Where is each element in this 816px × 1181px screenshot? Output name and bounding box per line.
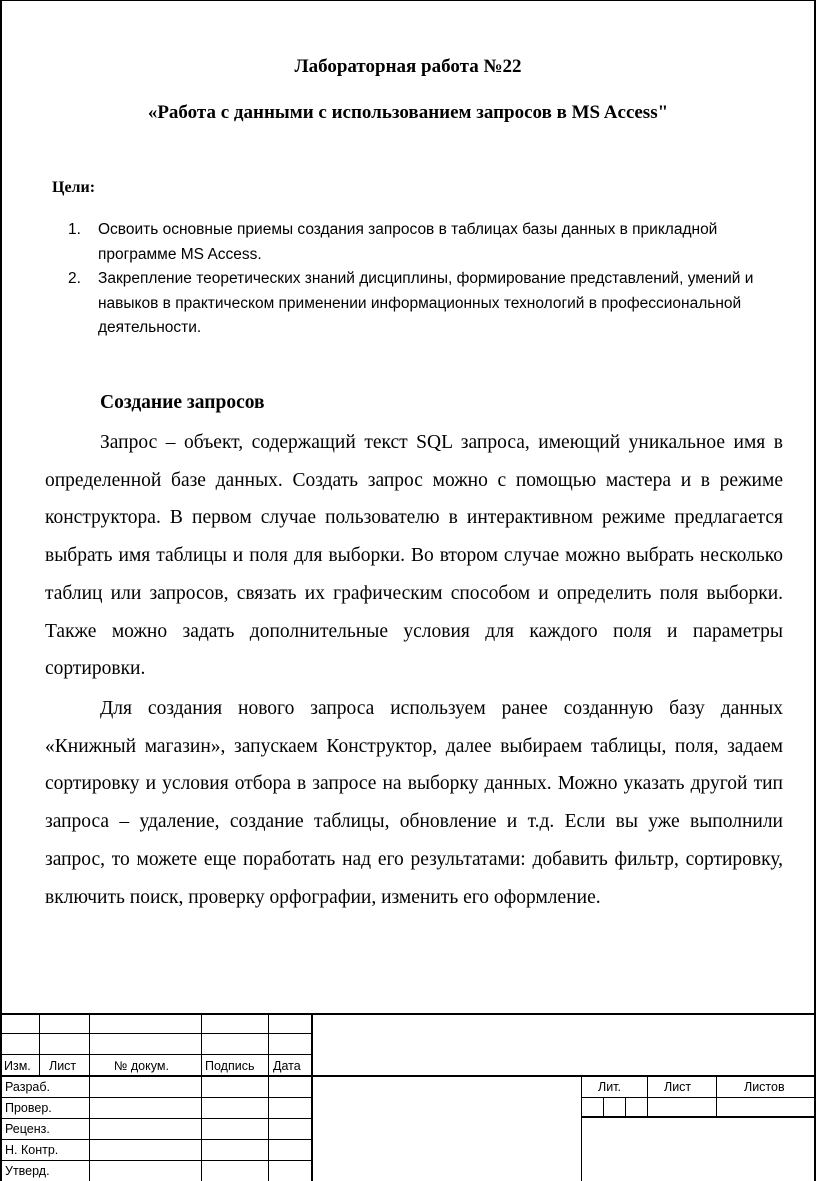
stamp-row-label: Утверд. bbox=[5, 1164, 50, 1178]
stamp-header-izm: Изм. bbox=[4, 1059, 31, 1073]
stamp-col-line bbox=[603, 1097, 604, 1117]
document-title: Лабораторная работа №22 bbox=[294, 56, 522, 77]
stamp-row-line bbox=[0, 1139, 312, 1140]
title-block bbox=[0, 1013, 816, 1181]
stamp-header-data: Дата bbox=[273, 1059, 301, 1073]
page-frame-left bbox=[0, 0, 2, 1181]
goals-list bbox=[68, 218, 768, 341]
stamp-row-line bbox=[0, 1075, 816, 1077]
page-frame-top bbox=[0, 0, 816, 1]
goal-number: 2. bbox=[68, 270, 81, 287]
stamp-row-line bbox=[0, 1160, 312, 1161]
stamp-col-line bbox=[581, 1076, 582, 1181]
section-title: Создание запросов bbox=[100, 392, 265, 413]
goal-item bbox=[68, 267, 768, 341]
stamp-row-label: Реценз. bbox=[5, 1122, 50, 1136]
stamp-row-line bbox=[0, 1054, 312, 1055]
stamp-header-dokum: № докум. bbox=[114, 1059, 169, 1073]
goal-item bbox=[68, 218, 768, 267]
stamp-lit-label: Лит. bbox=[598, 1080, 621, 1094]
stamp-row-line bbox=[0, 1097, 312, 1098]
body-paragraph: Запрос – объект, содержащий текст SQL запроса, имеющий уникальное имя в определенной базе данных. Создать запрос можно с помощью мастера и в режиме конструктора. В первом случае пользователю в интерактивном режиме предлагается выбрать имя таблицы и поля для выборки. Во втором случае можно выбрать несколько таблиц или запросов, связать их графическим способом и определить поля выборки. Также можно задать дополнительные условия для каждого поля и параметры сортировки. bbox=[45, 432, 783, 680]
stamp-header-list: Лист bbox=[49, 1059, 77, 1073]
stamp-row-label: Провер. bbox=[5, 1101, 52, 1115]
stamp-col-line bbox=[625, 1097, 626, 1117]
stamp-row-label: Разраб. bbox=[5, 1080, 51, 1094]
stamp-sheets-label: Листов bbox=[744, 1080, 785, 1094]
stamp-row-line bbox=[0, 1118, 312, 1119]
stamp-sheet-label: Лист bbox=[664, 1080, 692, 1094]
stamp-col-line bbox=[716, 1076, 717, 1118]
goal-text: Освоить основные приемы создания запросов в таблицах базы данных в прикладной программе MS Access. bbox=[98, 221, 718, 263]
stamp-row-line bbox=[0, 1033, 312, 1034]
stamp-col-line bbox=[647, 1076, 648, 1118]
document-subtitle: «Работа с данными с использованием запросов в MS Access" bbox=[147, 102, 669, 123]
stamp-row-line bbox=[581, 1097, 816, 1098]
stamp-row-line bbox=[581, 1116, 816, 1118]
goals-label: Цели: bbox=[52, 179, 96, 196]
goal-text: Закрепление теоретических знаний дисциплины, формирование представлений, умений и навыков в практическом применении информационных технологий в профессиональной деятельности. bbox=[98, 270, 754, 336]
body-paragraph: Для создания нового запроса используем ранее созданную базу данных «Книжный магазин», запускаем Конструктор, далее выбираем таблицы, поля, задаем сортировку и условия отбора в запросе на выборку данных. Можно указать другой тип запроса – удаление, создание таблицы, обновление и т.д. Если вы уже выполнили запрос, то можете еще поработать над его результатами: добавить фильтр, сортировку, включить поиск, проверку орфографии, изменить его оформление. bbox=[45, 698, 783, 908]
stamp-top-border bbox=[0, 1013, 816, 1015]
stamp-header-podpis: Подпись bbox=[205, 1059, 255, 1073]
stamp-row-label: Н. Контр. bbox=[5, 1143, 59, 1157]
goal-number: 1. bbox=[68, 221, 81, 238]
stamp-col-line bbox=[39, 1013, 40, 1077]
